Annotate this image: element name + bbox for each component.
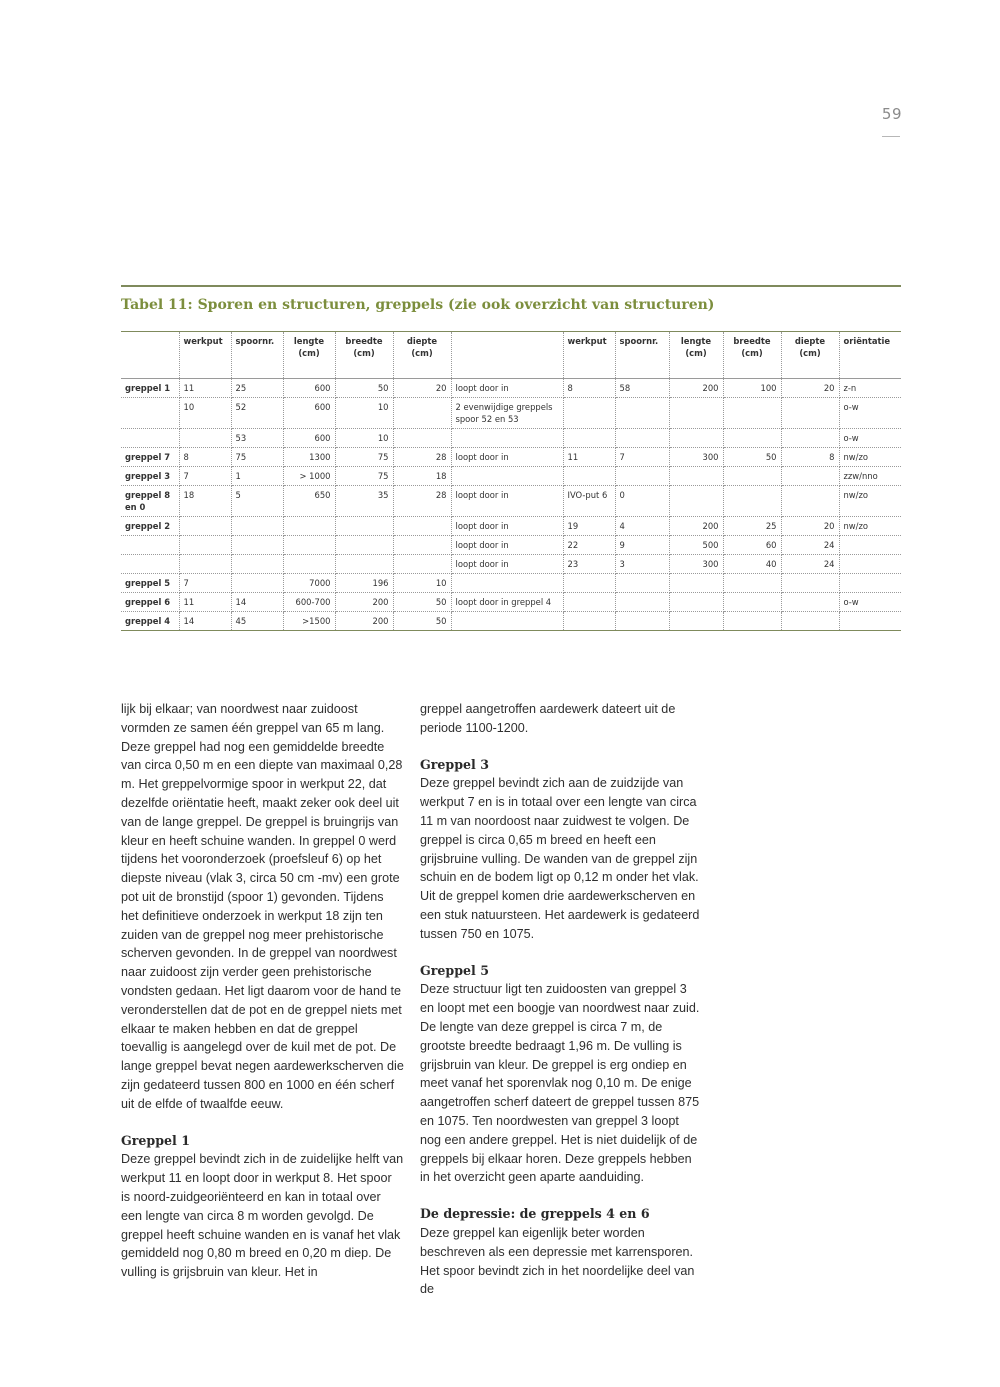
table-cell: 75 <box>231 448 283 467</box>
table-cell <box>669 486 723 517</box>
table-row <box>121 398 901 429</box>
table-head <box>121 332 901 379</box>
table-cell: loopt door in <box>451 517 563 536</box>
table-cell: 20 <box>781 379 839 398</box>
table-cell: 53 <box>231 429 283 448</box>
table-cell: 35 <box>335 486 393 517</box>
table-cell: 10 <box>393 574 451 593</box>
table-cell <box>839 555 901 574</box>
table-cell: nw/zo <box>839 448 901 467</box>
table-cell <box>669 574 723 593</box>
table-cell: 5 <box>231 486 283 517</box>
table-cell: loopt door in <box>451 536 563 555</box>
section-heading-greppel-5: Greppel 5 <box>420 962 489 978</box>
table-cell: 8 <box>179 448 231 467</box>
table-cell <box>723 574 781 593</box>
table-cell <box>179 517 231 536</box>
table-cell <box>393 555 451 574</box>
table-cell: IVO-put 6 <box>563 486 615 517</box>
table-cell: 200 <box>669 379 723 398</box>
table-cell <box>669 612 723 631</box>
table-cell: nw/zo <box>839 517 901 536</box>
table-cell <box>231 536 283 555</box>
table-cell <box>451 429 563 448</box>
table-cell: 100 <box>723 379 781 398</box>
page-number-rule <box>882 136 900 137</box>
table-cell <box>393 536 451 555</box>
table-cell: 600 <box>283 429 335 448</box>
table-cell: 28 <box>393 448 451 467</box>
column-header <box>451 332 563 379</box>
table-cell <box>179 555 231 574</box>
table-cell: 14 <box>179 612 231 631</box>
row-label <box>121 555 179 574</box>
table-cell <box>179 429 231 448</box>
row-label: greppel 3 <box>121 467 179 486</box>
column-header: oriëntatie <box>839 332 901 379</box>
table-row <box>121 429 901 448</box>
table-row <box>121 379 901 398</box>
table-cell: 1 <box>231 467 283 486</box>
table-cell <box>615 429 669 448</box>
table-cell: z-n <box>839 379 901 398</box>
table-cell: 600 <box>283 379 335 398</box>
table-cell: 7 <box>615 448 669 467</box>
table-cell: 200 <box>335 593 393 612</box>
table-cell: >1500 <box>283 612 335 631</box>
table-cell: 28 <box>393 486 451 517</box>
table-cell <box>563 398 615 429</box>
structures-table <box>121 331 901 631</box>
table-row <box>121 593 901 612</box>
table-cell <box>283 517 335 536</box>
row-label: greppel 6 <box>121 593 179 612</box>
table-cell <box>781 593 839 612</box>
table-row <box>121 555 901 574</box>
table-body <box>121 379 901 631</box>
table-cell: 25 <box>723 517 781 536</box>
table-cell: 600 <box>283 398 335 429</box>
table-cell: 10 <box>335 398 393 429</box>
table-cell <box>283 555 335 574</box>
table-cell: 25 <box>231 379 283 398</box>
table-cell <box>669 429 723 448</box>
paragraph: greppel aangetroffen aardewerk dateert uit de periode 1100-1200. <box>420 702 676 735</box>
table-row <box>121 536 901 555</box>
table-cell <box>335 555 393 574</box>
table-cell: 7000 <box>283 574 335 593</box>
section-heading-depressie: De depressie: de greppels 4 en 6 <box>420 1206 650 1222</box>
table-cell: 52 <box>231 398 283 429</box>
table-cell <box>179 536 231 555</box>
row-label: greppel 4 <box>121 612 179 631</box>
table-cell: 20 <box>781 517 839 536</box>
table-cell <box>723 593 781 612</box>
table-cell: 23 <box>563 555 615 574</box>
table-cell <box>669 467 723 486</box>
column-header: spoornr. <box>231 332 283 379</box>
row-label: greppel 5 <box>121 574 179 593</box>
table-row <box>121 574 901 593</box>
table-cell <box>393 429 451 448</box>
column-header <box>121 332 179 379</box>
left-text-column <box>121 700 404 1282</box>
table-cell <box>231 574 283 593</box>
table-cell <box>723 429 781 448</box>
row-label <box>121 429 179 448</box>
table-cell <box>283 536 335 555</box>
table-cell: 18 <box>393 467 451 486</box>
table-cell: 600-700 <box>283 593 335 612</box>
table-cell <box>563 574 615 593</box>
paragraph: Deze greppel bevindt zich in de zuidelijke helft van werkput 11 en loopt door in werkput 8. Het spoor is noord-zuidgeoriënteerd en kan in totaal over een lengte van circa 8 m worden gevolgd. De greppel heeft schuine wanden en is vanaf het vlak gemiddeld nog 0,80 m breed en 0,20 m diep. De vulling is grijsbruin van kleur. Het in <box>121 1152 404 1280</box>
table-cell <box>615 574 669 593</box>
table-cell <box>451 612 563 631</box>
table-cell: 650 <box>283 486 335 517</box>
table-cell: 11 <box>563 448 615 467</box>
table-cell: 196 <box>335 574 393 593</box>
table-cell: loopt door in <box>451 448 563 467</box>
table-cell: 200 <box>669 517 723 536</box>
table-cell <box>781 467 839 486</box>
table-cell <box>669 398 723 429</box>
table-cell <box>451 574 563 593</box>
table-cell: 45 <box>231 612 283 631</box>
table-cell: 7 <box>179 574 231 593</box>
table-cell: 60 <box>723 536 781 555</box>
table-cell: loopt door in <box>451 555 563 574</box>
table-header-row <box>121 332 901 379</box>
row-label: greppel 1 <box>121 379 179 398</box>
table-cell <box>723 486 781 517</box>
table-cell <box>781 612 839 631</box>
table-cell <box>615 467 669 486</box>
table-cell <box>563 467 615 486</box>
table-cell <box>335 536 393 555</box>
table-cell: nw/zo <box>839 486 901 517</box>
table-top-rule <box>121 285 901 287</box>
table-cell <box>669 593 723 612</box>
column-header: werkput <box>563 332 615 379</box>
table-row <box>121 448 901 467</box>
column-header: diepte (cm) <box>393 332 451 379</box>
page-number: 59 <box>881 105 902 123</box>
table-cell <box>563 429 615 448</box>
row-label <box>121 398 179 429</box>
table-cell <box>781 429 839 448</box>
table-cell: 22 <box>563 536 615 555</box>
row-label <box>121 536 179 555</box>
table-cell: > 1000 <box>283 467 335 486</box>
paragraph: lijk bij elkaar; van noordwest naar zuidoost vormden ze samen één greppel van 65 m lang. Deze greppel had nog een gemiddelde breedte van circa 0,50 m en een diepte van maximaal 0,28 m. Het greppelvormige spoor in werkput 22, dat dezelfde oriëntatie heeft, maakt zeker ook deel uit van de lange greppel. De greppel is bruingrijs van kleur en heeft schuine wanden. In greppel 0 werd tijdens het vooronderzoek (proefsleuf 6) op het diepste niveau (vlak 3, circa 50 cm -mv) een grote pot uit de bronstijd (spoor 1) gevonden. Tijdens het definitieve onderzoek in werkput 18 zijn ten zuiden van de greppel nog meer prehistorische scherven gevonden. In de greppel van noordwest naar zuidoost zijn verder geen prehistorische vondsten gedaan. Het ligt daarom voor de hand te veronderstellen dat de pot en de greppel niets met elkaar te maken hebben en dat de greppel toevallig is aangelegd over de kuil met de pot. De lange greppel bevat negen aardewerkscherven die zijn gedateerd tussen 800 en 1000 en één scherf uit de elfde of twaalfde eeuw. <box>121 702 404 1111</box>
table-cell: 20 <box>393 379 451 398</box>
table-cell: 1300 <box>283 448 335 467</box>
table-cell <box>781 486 839 517</box>
column-header: spoornr. <box>615 332 669 379</box>
table-cell <box>781 574 839 593</box>
table-cell <box>839 574 901 593</box>
table-cell <box>615 612 669 631</box>
table-cell: 0 <box>615 486 669 517</box>
table-cell: 40 <box>723 555 781 574</box>
row-label: greppel 8 en 0 <box>121 486 179 517</box>
table-cell: loopt door in <box>451 379 563 398</box>
paragraph: Deze greppel bevindt zich aan de zuidzijde van werkput 7 en is in totaal over een lengte van circa 11 m van noordoost naar zuidwest te volgen. De greppel is circa 0,65 m breed en heeft een grijsbruine vulling. De wanden van de greppel zijn schuin en de bodem ligt op 0,12 m onder het vlak. Uit de greppel komen drie aardewerkscherven en een stuk natuursteen. Het aardewerk is gedateerd tussen 750 en 1075. <box>420 776 700 941</box>
table-row <box>121 486 901 517</box>
table-cell: o-w <box>839 429 901 448</box>
column-header: lengte (cm) <box>669 332 723 379</box>
table-cell: loopt door in greppel 4 <box>451 593 563 612</box>
table-cell: 11 <box>179 379 231 398</box>
table-cell: 4 <box>615 517 669 536</box>
table-cell <box>393 398 451 429</box>
table-cell: zzw/nno <box>839 467 901 486</box>
table-cell <box>231 517 283 536</box>
table-cell: 75 <box>335 448 393 467</box>
table-cell: 500 <box>669 536 723 555</box>
column-header: werkput <box>179 332 231 379</box>
section-heading-greppel-1: Greppel 1 <box>121 1132 190 1148</box>
table-cell: o-w <box>839 593 901 612</box>
right-text-column <box>420 700 703 1299</box>
row-label: greppel 7 <box>121 448 179 467</box>
table-cell: 7 <box>179 467 231 486</box>
paragraph: Deze greppel kan eigenlijk beter worden beschreven als een depressie met karrensporen. Het spoor bevindt zich in het noordelijke deel van de <box>420 1225 695 1297</box>
table-cell <box>839 536 901 555</box>
table-cell: 24 <box>781 536 839 555</box>
section-heading-greppel-3: Greppel 3 <box>420 756 489 772</box>
table-cell <box>781 398 839 429</box>
table-cell <box>393 517 451 536</box>
table-title: Tabel 11: Sporen en structuren, greppels (zie ook overzicht van structuren) <box>121 297 715 313</box>
table-cell: loopt door in <box>451 486 563 517</box>
table-cell: 75 <box>335 467 393 486</box>
table-cell <box>615 398 669 429</box>
table-cell: 11 <box>179 593 231 612</box>
table-cell <box>615 593 669 612</box>
table-cell: 19 <box>563 517 615 536</box>
table-cell <box>723 398 781 429</box>
table-cell: 8 <box>781 448 839 467</box>
table-cell: 50 <box>335 379 393 398</box>
table-cell <box>451 467 563 486</box>
table-cell: 9 <box>615 536 669 555</box>
column-header: lengte (cm) <box>283 332 335 379</box>
table-cell: 200 <box>335 612 393 631</box>
row-label: greppel 2 <box>121 517 179 536</box>
table-cell <box>231 555 283 574</box>
column-header: breedte (cm) <box>335 332 393 379</box>
table-cell: 10 <box>335 429 393 448</box>
column-header: diepte (cm) <box>781 332 839 379</box>
table-cell: 50 <box>723 448 781 467</box>
table-cell: 300 <box>669 448 723 467</box>
table-cell: o-w <box>839 398 901 429</box>
table-cell: 2 evenwijdige greppels spoor 52 en 53 <box>451 398 563 429</box>
column-header: breedte (cm) <box>723 332 781 379</box>
table-cell: 18 <box>179 486 231 517</box>
table-row <box>121 467 901 486</box>
table-cell: 10 <box>179 398 231 429</box>
table-cell: 3 <box>615 555 669 574</box>
table-cell: 50 <box>393 612 451 631</box>
table-cell: 300 <box>669 555 723 574</box>
table-cell <box>839 612 901 631</box>
table-cell <box>563 612 615 631</box>
paragraph: Deze structuur ligt ten zuidoosten van greppel 3 en loopt met een boogje van noordwest naar zuid. De lengte van deze greppel is circa 7 m, de grootste breedte bedraagt 1,96 m. De vulling is grijsbruin van kleur. De greppel is erg ondiep en meet vanaf het sporenvlak nog 0,10 m. De enige aangetroffen scherf dateert de greppel tussen 875 en 1075. Ten noordwesten van greppel 3 loopt nog een andere greppel. Het is niet duidelijk of de greppels bij elkaar horen. Deze greppels hebben in het overzicht geen aparte aanduiding. <box>420 982 700 1185</box>
table-cell <box>723 467 781 486</box>
table-cell: 24 <box>781 555 839 574</box>
table-cell <box>723 612 781 631</box>
table-cell: 14 <box>231 593 283 612</box>
table-cell <box>335 517 393 536</box>
table-row <box>121 517 901 536</box>
table-cell <box>563 593 615 612</box>
table-cell: 8 <box>563 379 615 398</box>
table-cell: 50 <box>393 593 451 612</box>
table-row <box>121 612 901 631</box>
table-cell: 58 <box>615 379 669 398</box>
